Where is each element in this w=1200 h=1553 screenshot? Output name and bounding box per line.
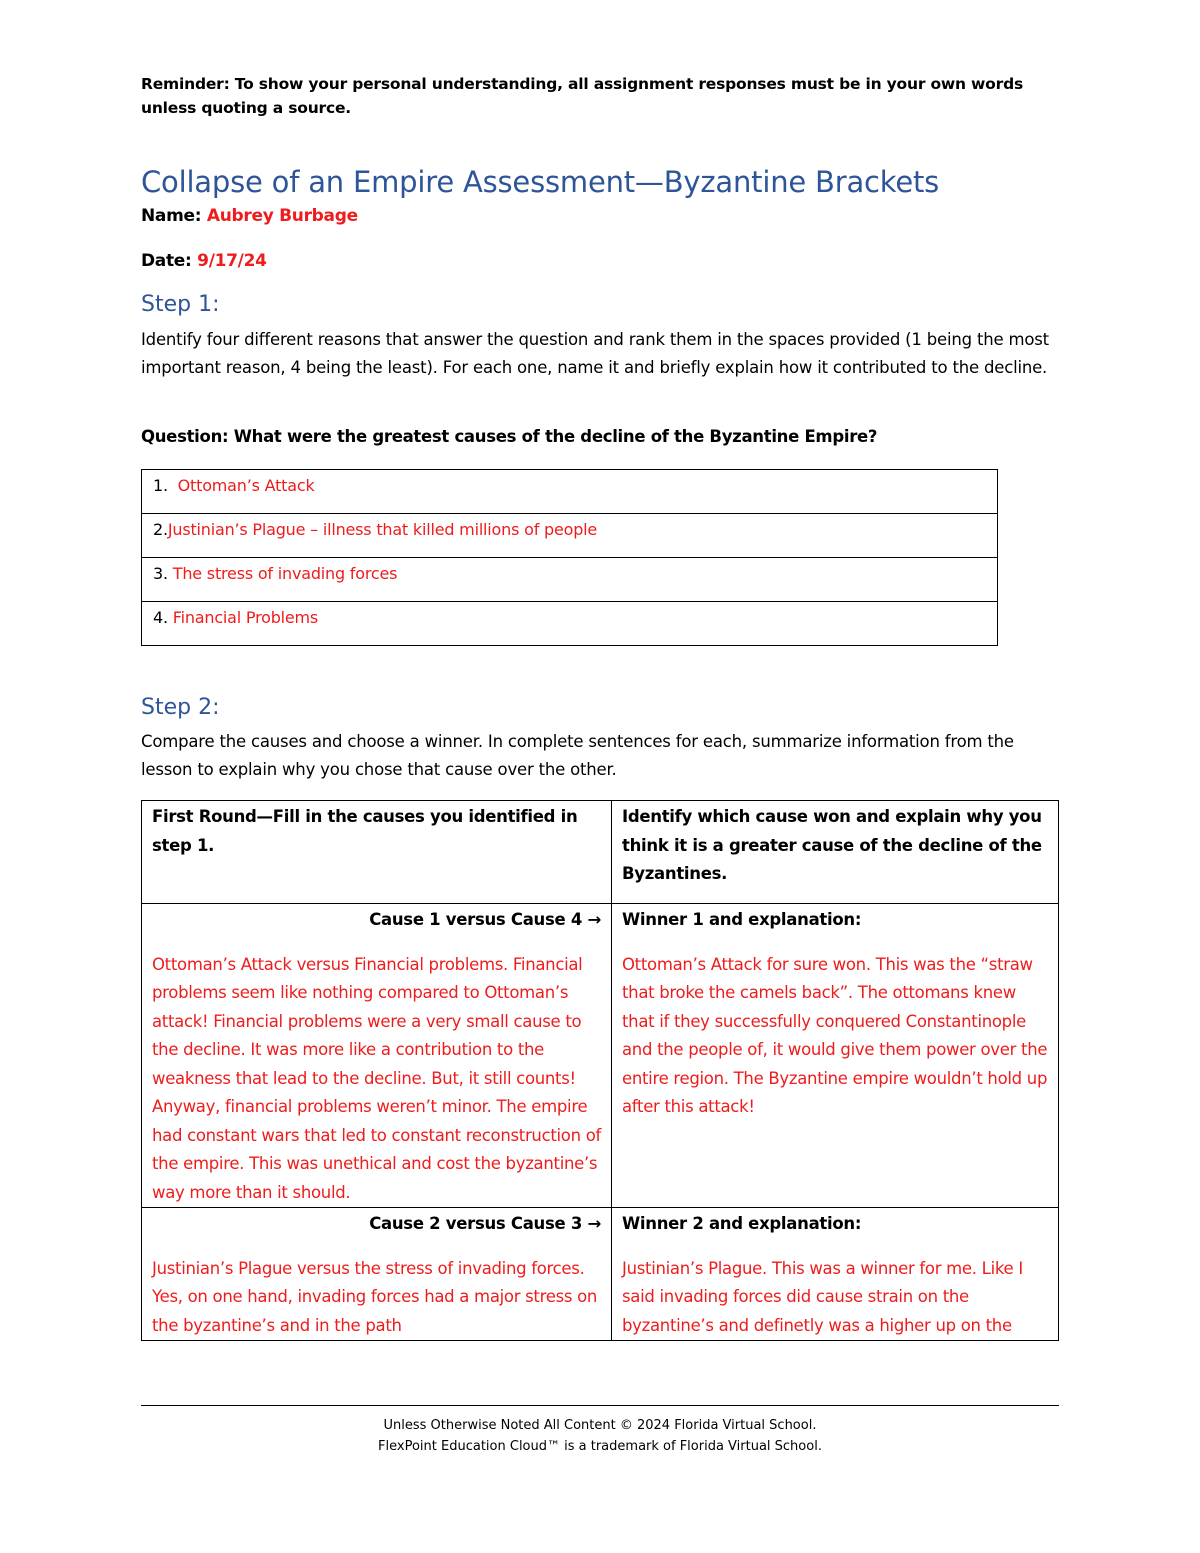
match-2-versus: Cause 2 versus Cause 3 → [369,1214,601,1233]
step1-heading: Step 1: [141,292,220,317]
rank-number: 4. [153,608,168,627]
header-left: First Round—Fill in the causes you identified in step 1. [142,801,612,904]
rank-row-4 [142,602,998,646]
match-1-left-answer: Ottoman’s Attack versus Financial problems. Financial problems seem like nothing compared to Ottoman’s attack! Financial problems were a very small cause to the decline. It was more like a contribution to the weakness that lead to the decline. But, it still counts! Anyway, financial problems weren’t minor. The empire had constant wars that led to constant reconstruction of the empire. This was unethical and cost the byzantine’s way more than it should. [152,954,602,1202]
name-field [141,206,358,226]
match-2-winner-answer: Justinian’s Plague. This was a winner for me. Like I said invading forces did cause strain on the byzantine’s and definetly was a higher up on the [622,1258,1023,1335]
footer-trademark: FlexPoint Education Cloud™ is a trademark of Florida Virtual School. [378,1439,822,1454]
page-title: Collapse of an Empire Assessment—Byzantine Brackets [141,165,940,199]
rank-answer: Ottoman’s Attack [177,476,315,495]
rank-answer: Justinian’s Plague – illness that killed millions of people [167,520,598,539]
rank-row-1 [142,470,998,514]
match-2-winner-label: Winner 2 and explanation: [622,1214,862,1233]
step1-instructions: Identify four different reasons that answer the question and rank them in the spaces provided (1 being the most important reason, 4 being the least). For each one, name it and briefly explain how it contributed to the decline. [141,330,1049,377]
header-right: Identify which cause won and explain why you think it is a greater cause of the decline of the Byzantines. [612,801,1059,904]
name-label: Name: [141,206,202,226]
step1-question: Question: What were the greatest causes of the decline of the Byzantine Empire? [141,427,878,446]
match-2-causes-cell[interactable] [142,1208,612,1341]
match-1-causes-cell[interactable] [142,904,612,1208]
rank-cell-3[interactable] [142,558,998,602]
match-2-winner-cell[interactable] [612,1208,1059,1341]
rank-row-2 [142,514,998,558]
rank-answer: Financial Problems [172,608,319,627]
footer-copyright: Unless Otherwise Noted All Content © 2024 Florida Virtual School. [383,1418,817,1433]
rank-answer: The stress of invading forces [172,564,398,583]
bracket-table-wrapper [141,800,1059,1406]
rank-cell-4[interactable] [142,602,998,646]
step2-instructions: Compare the causes and choose a winner. In complete sentences for each, summarize information from the lesson to explain why you chose that cause over the other. [141,732,1014,779]
match-1-winner-label: Winner 1 and explanation: [622,910,862,929]
name-value: Aubrey Burbage [206,206,358,226]
match-1-winner-answer: Ottoman’s Attack for sure won. This was the “straw that broke the camels back”. The ottomans knew that if they successfully conquered Constantinople and the people of, it would give them power over the entire region. The Byzantine empire wouldn’t hold up after this attack! [622,954,1048,1116]
rank-number: 1. [153,476,168,495]
date-value: 9/17/24 [197,251,267,271]
rank-cell-1[interactable] [142,470,998,514]
match-row-2 [142,1208,1059,1341]
bracket-table [141,800,1059,1341]
step2-heading: Step 2: [141,695,220,720]
date-field [141,251,267,271]
rank-number: 3. [153,564,168,583]
rank-row-3 [142,558,998,602]
rank-number: 2. [153,520,168,539]
match-2-left-answer: Justinian’s Plague versus the stress of invading forces. Yes, on one hand, invading forces had a major stress on the byzantine’s and in the path [152,1258,598,1335]
page-footer [0,1415,1200,1457]
reminder-text: Reminder: To show your personal understanding, all assignment responses must be in your own words unless quoting a source. [141,75,1023,117]
rank-cell-2[interactable] [142,514,998,558]
date-label: Date: [141,251,192,271]
ranking-table [141,469,998,646]
bracket-header-row [142,801,1059,904]
match-row-1 [142,904,1059,1208]
match-1-winner-cell[interactable] [612,904,1059,1208]
match-1-versus: Cause 1 versus Cause 4 → [369,910,601,929]
